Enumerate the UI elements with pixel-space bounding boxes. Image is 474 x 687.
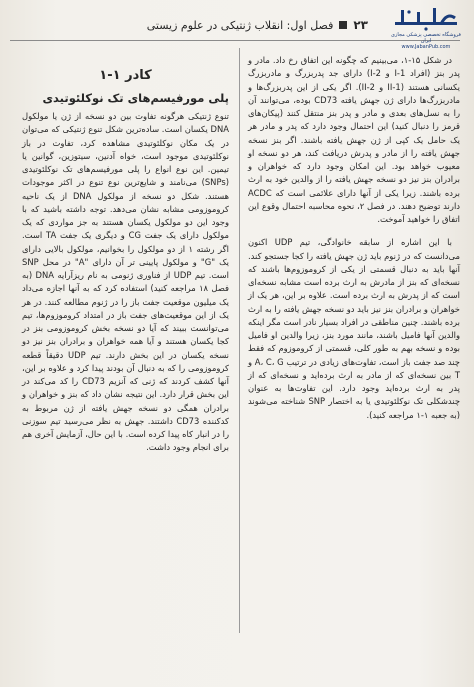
header-square-marker: [339, 21, 347, 29]
box-paragraph: تنوع ژنتیکی هرگونه تفاوت بین دو نسخه از ژن یا مولکول DNA یکسان است. ساده‌ترین شکل تنوع ژنتیکی که می‌توان در یک مکان نوکلئوتیدی مشاهده کرد، تفاوت در باز نوکلئوتیدی موجود است، خواه آدنین، سیتوزین، گوانین یا تیمین. این نوع انواع را پلی مورفیسم‌های تک نوکلئوتیدی (SNPs) می‌نامند و شایع‌ترین نوع تنوع در اکثر موجودات هستند. شکل دو نسخه از مولکول DNA از یک ناحیه کروموزومی مشابه نشان می‌دهد. توجه داشته باشید که با وجود این دو مولکول یکسان هستند به جز مواردی که یک مولکول دارای یک جفت CG و دیگری یک جفت TA است. اگر رشته ۱ از دو مولکول را بخوانیم، مولکول بالایی دارای یک "G" و مولکول پایینی تر آن دارای "A" در محل SNP است. تیم UDP از فناوری ژنومی به نام ریزآرایه DNA (به فصل ۱۸ مراجعه کنید) استفاده کرد که به آنها اجازه می‌داد یک میلیون موقعیت جفت باز را در ژنوم مطالعه کنند. در هر یک از این موقعیت‌های جفت باز در امتداد کروموزوم‌ها، تیم می‌توانست ببیند که آیا دو نسخه بخش کروموزومی بنز در کجا یکسان هستند و آیا همه خواهران و برادران بنز نیز دو نسخه یکسان در این بخش دارند. تیم UDP دقیقاً قطعه کروموزومی را که به دنبال آن بودند پیدا کرد و علاوه بر این، آنها کشف کردند که ژنی که آنزیم CD73 را کد می‌کند در این بخش قرار دارد. این نتیجه نشان داد که بنز و خواهران و برادران همگی دو نسخه جهش یافته از ژن مربوط به کدکننده CD73 داشتند. جهش به نظر می‌رسید تیم سوزنی را در انبار کاه پیدا کرده است. با این حال، آزمایش آخری هم برای انجام وجود داشت.: [22, 111, 230, 453]
paragraph: در شکل ۱۵-۱، می‌بینیم که چگونه این اتفاق رخ داد. مادر و پدر بنز (افراد I-1 و I-2) دارای جد پدربزرگ و مادربزرگ یکسانی هستند (II-1 و II-2). اگر یکی از این پدربزرگ‌ها و مادربزرگ‌ها دارای ژن جهش یافته CD73 بوده، می‌توانند آن را به نسل‌های بعدی و مادر و پدر بنز منتقل کنند (پیکان‌های قرمز را دنبال کنید) این احتمال وجود دارد که پدر و مادر هر یک حامل یک کپی از ژن جهش یافته باشند. اگر بنز نسخه جهش یافته را از مادر و پدرش دریافت کند، هر دو نسخه او معیوب خواهد بود. این امکان وجود دارد که خواهران و برادران بنز نیز دو نسخه جهش یافته را از والدین خود به ارث برده باشند. زیرا یکی از آنها دارای علائمی است که ACDC دارند توضیح دهند. در فصل ۲، نحوه محاسبه احتمال وقوع این اتفاق را خواهید آموخت.: [248, 55, 461, 224]
running-header: [12, 14, 368, 36]
box-subtitle: پلی مورفیسم‌های تک نوکلئوتیدی: [42, 91, 229, 105]
chapter-title: فصل اول: انقلاب ژنتیکی در علوم زیستی: [146, 18, 334, 32]
publisher-logo: [386, 6, 466, 52]
column-divider: [239, 48, 240, 633]
paragraph: با این اشاره از سابقه خانوادگی، تیم UDP اکنون می‌دانست که در ژنوم باید ژن جهش یافته را کجا جستجو کند. آنها باید به دنبال قسمتی از یکی از کروموزوم‌ها باشند که نسخه‌ای که بنز از مادرش به ارث برده است مشابه نسخه‌ای است که از پدرش به ارث برده است. علاوه بر این، هر یک از خواهران و برادران بنز نیز باید دو نسخه جهش یافته را به ارث برده باشند. چنین مناطقی در افراد بسیار نادر است مگر اینکه والدین آنها فامیل باشند، مانند مورد بنز، زیرا والدین او فامیل بوده و نسخه بهم به طور کلی، قسمتی از کروموزوم که فقط چند صد جفت باز است، تفاوت‌های زیادی در ترتیب A، C، G و T بین نسخه‌ای که از مادر به ارث برده‌اید و نسخه‌ای که از پدر به ارث برده‌اید وجود دارد. این تفاوت‌ها به عنوان چندشکلی تک نوکلئوتیدی یا به اختصار SNP شناخته می‌شوند (به جعبه ۱-۱ مراجعه کنید).: [248, 237, 460, 420]
logo-subtitle: فروشگاه تخصصی پزشکی مجازی ایران: [391, 32, 461, 44]
page-number: ۲۳: [353, 18, 368, 32]
box-column: [22, 60, 229, 455]
jaban-logo-mark-icon: [391, 6, 461, 32]
right-column: [248, 54, 460, 422]
box-title: کادر ۱-۱: [99, 68, 152, 83]
logo-url: www.JabanPub.com: [401, 44, 451, 50]
